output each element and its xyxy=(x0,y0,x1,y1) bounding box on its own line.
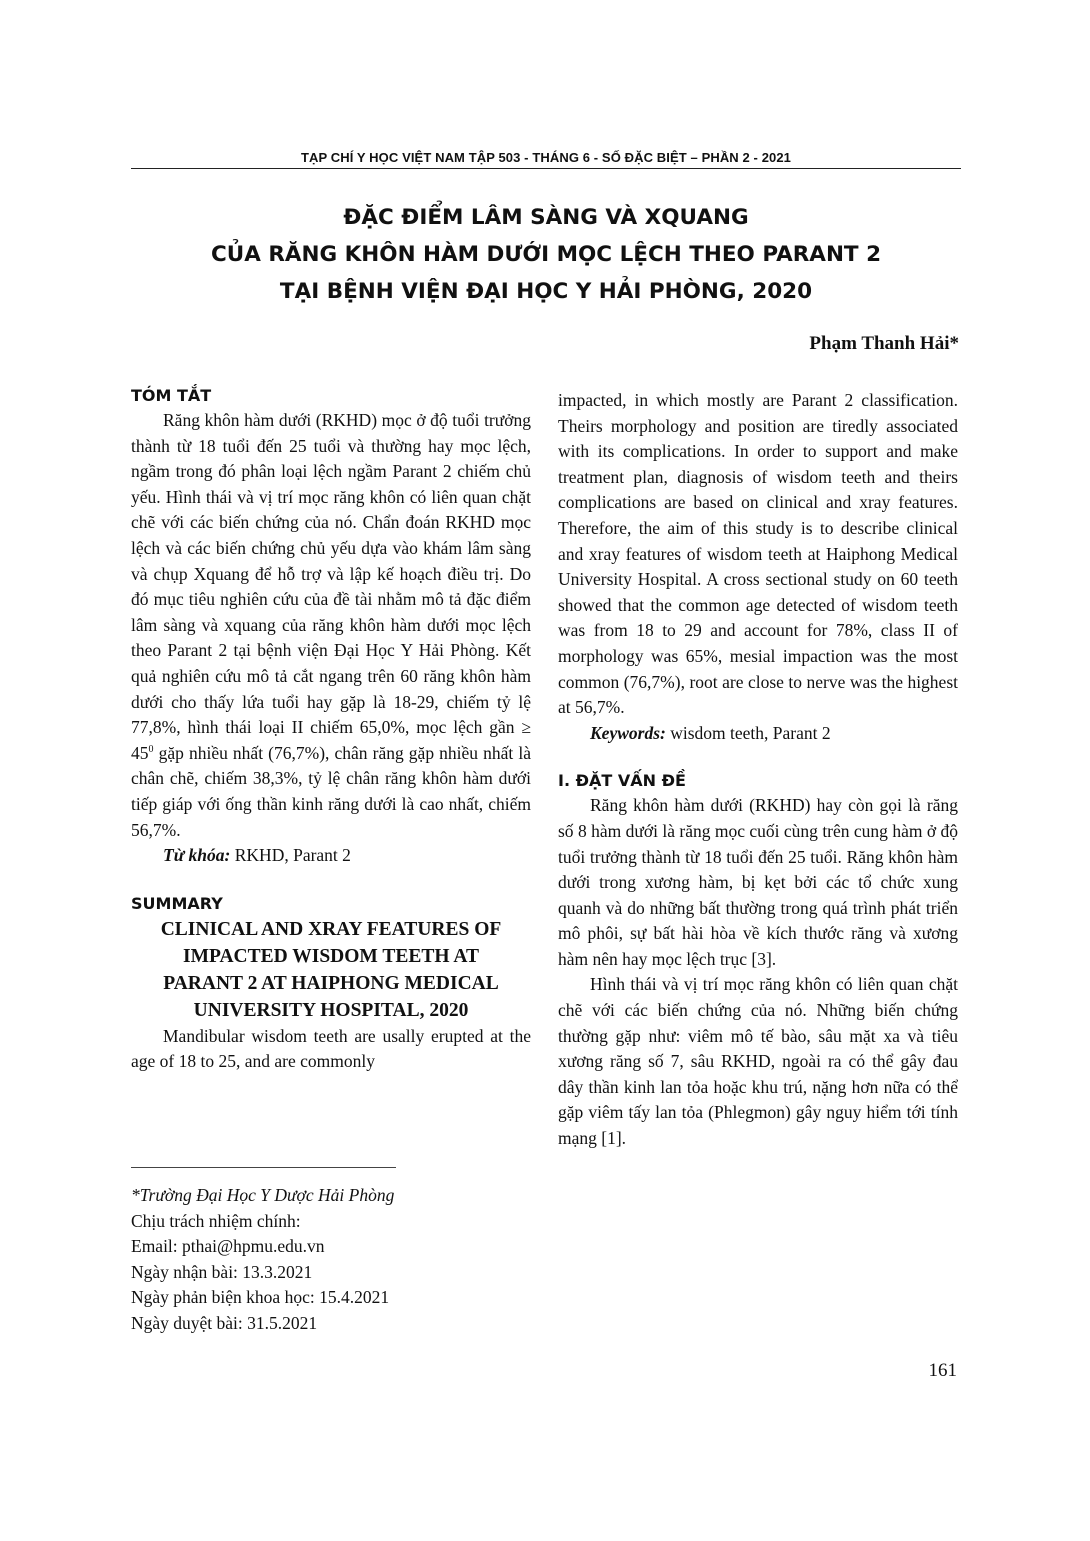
summary-title-line: IMPACTED WISDOM TEETH AT xyxy=(183,945,479,967)
keywords-en xyxy=(558,721,958,747)
section-1-paragraph: Hình thái và vị trí mọc răng khôn có liên quan chặt chẽ với các biến chứng của nó. Những biến chứng thường gặp như: viêm mô tế bào, sâu mặt xa và tiêu xương răng số 7, sâu RKHD, ngoài ra có thể gây đau dây thần kinh lan tỏa hoặc khu trú, nặng hơn nữa có thể gặp viêm tấy lan tỏa (Phlegmon) gây nguy hiểm tới tính mạng [1]. xyxy=(558,974,958,1149)
title-line: TẠI BỆNH VIỆN ĐẠI HỌC Y HẢI PHÒNG, 2020 xyxy=(279,279,813,304)
footnote-reviewed: Ngày phản biện khoa học: 15.4.2021 xyxy=(131,1287,390,1308)
author-name: Phạm Thanh Hải* xyxy=(809,333,959,354)
running-header: TẠP CHÍ Y HỌC VIỆT NAM TẬP 503 - THÁNG 6 - SỐ ĐẶC BIỆT – PHẦN 2 - 2021 xyxy=(300,150,792,165)
right-column xyxy=(558,388,958,1152)
article-title xyxy=(131,199,961,310)
footnote-received: Ngày nhận bài: 13.3.2021 xyxy=(131,1261,313,1282)
footnote-rule xyxy=(131,1167,396,1168)
section-1-heading: I. ĐẶT VẤN ĐỀ xyxy=(558,771,686,791)
keywords-vi-label: Từ khóa: xyxy=(163,845,231,866)
footnote-responsible: Chịu trách nhiệm chính: xyxy=(131,1210,301,1231)
header-rule xyxy=(131,168,961,169)
summary-title-line: UNIVERSITY HOSPITAL, 2020 xyxy=(193,999,469,1021)
title-line: CỦA RĂNG KHÔN HÀM DƯỚI MỌC LỆCH THEO PARANT 2 xyxy=(210,242,882,267)
summary-title xyxy=(131,916,531,1024)
summary-title-line: PARANT 2 AT HAIPHONG MEDICAL xyxy=(163,972,499,994)
summary-heading: SUMMARY xyxy=(131,893,223,913)
title-line: ĐẶC ĐIỂM LÂM SÀNG VÀ XQUANG xyxy=(343,205,749,230)
keywords-en-label: Keywords: xyxy=(590,722,666,743)
page-number: 161 xyxy=(928,1360,957,1381)
left-column xyxy=(131,383,531,1075)
summary-body-right: impacted, in which mostly are Parant 2 classification. Theirs morphology and position are tiredly associated with its complications. In order to support and make treatment plan, diagnosis of wisdom teeth and theirs complications are based on clinical and xray features. Therefore, the aim of this study is to describe clinical and xray features of wisdom teeth at Haiphong Medical University Hospital. A cross sectional study on 60 teeth showed that the common age detected of wisdom teeth was from 18 to 29 and account for 78%, class II of morphology was 65%, mesial impaction was the most common (76,7%), root are close to nerve was the highest at 56,7%. xyxy=(558,390,958,718)
abstract-vi-text-1: Răng khôn hàm dưới (RKHD) mọc ở độ tuổi trưởng thành từ 18 tuổi đến 25 tuổi và thường hay mọc lệch, ngầm trong đó phân loại lệch ngầm Parant 2 chiếm chủ yếu. Hình thái và vị trí mọc răng khôn có liên quan chặt chẽ với các biến chứng của nó. Chẩn đoán RKHD mọc lệch và các biến chứng chủ yếu dựa vào khám lâm sàng và chụp Xquang để hỗ trợ và lập kế hoạch điều trị. Do đó mục tiêu nghiên cứu của đề tài nhằm mô tả đặc điểm lâm sàng và xquang của răng khôn hàm dưới mọc lệch theo Parant 2 tại bệnh viện Đại Học Y Hải Phòng. Kết quả nghiên cứu mô tả cắt ngang trên 60 răng khôn hàm dưới cho thấy lứa tuổi hay gặp là 18-29, chiếm tỷ lệ 77,8%, hình thái loại II chiếm 65,0%, mọc lệch gần ≥ 45 xyxy=(131,410,531,763)
keywords-vi-value: RKHD, Parant 2 xyxy=(230,845,351,866)
summary-body-left: Mandibular wisdom teeth are usally erupted at the age of 18 to 25, and are commonly xyxy=(131,1025,531,1072)
abstract-vi-text-2: gặp nhiều nhất (76,7%), chân răng gặp nhiều nhất là chân chẽ, chiếm 38,3%, tỷ lệ chân răng khôn hàm dưới tiếp giáp với ống thần kinh răng dưới là cao nhất, chiếm 56,7%. xyxy=(131,742,531,840)
footnote-affiliation: *Trường Đại Học Y Dược Hải Phòng xyxy=(131,1185,395,1205)
abstract-heading: TÓM TẮT xyxy=(131,386,212,405)
degree-superscript: 0 xyxy=(148,743,154,755)
keywords-en-value: wisdom teeth, Parant 2 xyxy=(665,722,831,743)
abstract-vi-body xyxy=(131,408,531,843)
keywords-vi xyxy=(131,843,531,869)
summary-title-line: CLINICAL AND XRAY FEATURES OF xyxy=(160,918,502,940)
footnote-email: Email: pthai@hpmu.edu.vn xyxy=(131,1236,325,1257)
footnotes xyxy=(131,1183,551,1337)
section-1-paragraph: Răng khôn hàm dưới (RKHD) hay còn gọi là răng số 8 hàm dưới là răng mọc cuối cùng trên cung hàm ở độ tuổi trưởng thành từ 18 tuổi đến 25 tuổi. Răng khôn hàm dưới trong xương hàm, bị kẹt bởi các tổ chức xung quanh và do những bất thường trong quá trình phát triển mô phôi, sự bất hài hòa về kích thước răng và xương hàm nên hay mọc lệch trục [3]. xyxy=(558,795,958,969)
footnote-accepted: Ngày duyệt bài: 31.5.2021 xyxy=(131,1312,318,1333)
